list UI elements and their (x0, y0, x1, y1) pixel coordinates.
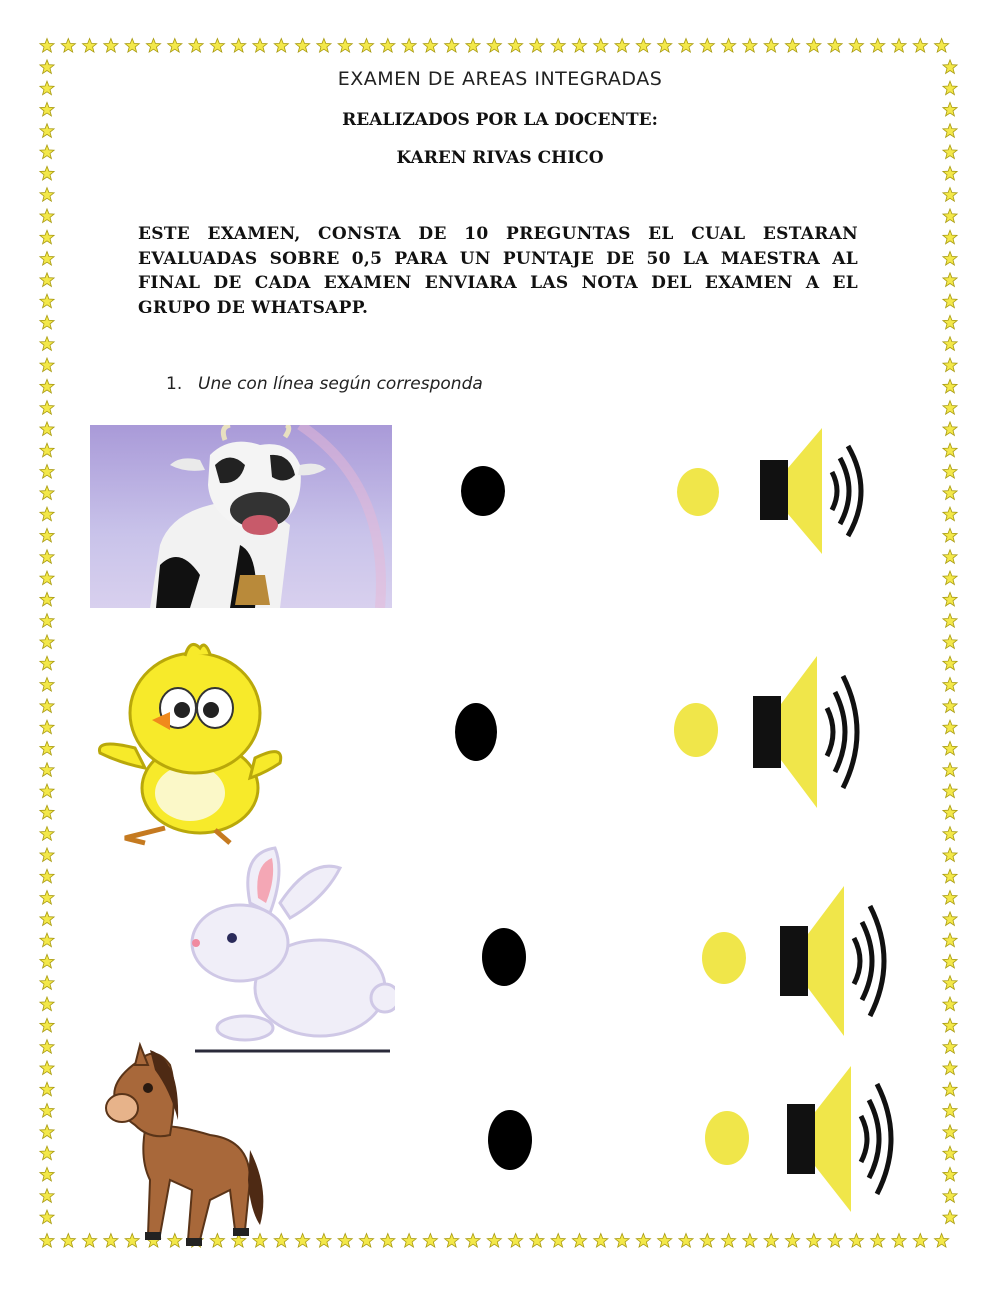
border-star (146, 39, 160, 53)
border-star (943, 997, 957, 1011)
border-star (338, 1234, 352, 1248)
border-star (943, 1040, 957, 1054)
border-star (943, 273, 957, 287)
border-star (530, 39, 544, 53)
rabbit-image (190, 843, 395, 1055)
border-star (40, 1146, 54, 1160)
border-star (764, 39, 778, 53)
border-star (445, 1234, 459, 1248)
border-star (40, 209, 54, 223)
border-star (892, 39, 906, 53)
border-star (943, 379, 957, 393)
border-star (317, 39, 331, 53)
border-star (40, 784, 54, 798)
match-dot-left[interactable] (482, 928, 526, 986)
border-star (61, 39, 75, 53)
horse-image (100, 1040, 270, 1250)
border-star (943, 528, 957, 542)
question-number: 1. (166, 374, 183, 394)
match-dot-left[interactable] (488, 1110, 532, 1170)
border-star (785, 39, 799, 53)
border-star (943, 571, 957, 585)
border-star (423, 1234, 437, 1248)
border-star (40, 273, 54, 287)
border-star (40, 933, 54, 947)
border-star (189, 39, 203, 53)
border-star (125, 39, 139, 53)
page-title: EXAMEN DE AREAS INTEGRADAS (337, 68, 663, 90)
border-star (943, 1018, 957, 1032)
border-star (943, 614, 957, 628)
border-star (40, 1125, 54, 1139)
border-star (274, 39, 288, 53)
border-star (40, 678, 54, 692)
border-star (40, 528, 54, 542)
border-star (40, 1210, 54, 1224)
border-star (40, 912, 54, 926)
border-star (40, 1189, 54, 1203)
border-star (40, 315, 54, 329)
border-star (764, 1234, 778, 1248)
speaker-icon[interactable] (787, 1066, 907, 1212)
border-star (381, 39, 395, 53)
border-star (943, 891, 957, 905)
match-dot-right[interactable] (674, 703, 718, 757)
border-star (807, 1234, 821, 1248)
border-star (943, 592, 957, 606)
border-star (943, 741, 957, 755)
border-star (338, 39, 352, 53)
border-star (594, 39, 608, 53)
border-star (943, 486, 957, 500)
teacher-label: REALIZADOS POR LA DOCENTE: (342, 110, 658, 130)
border-star (871, 39, 885, 53)
border-star (943, 443, 957, 457)
border-star (594, 1234, 608, 1248)
border-star (935, 39, 949, 53)
border-star (913, 1234, 927, 1248)
border-star (943, 635, 957, 649)
border-star (892, 1234, 906, 1248)
border-star (104, 39, 118, 53)
border-star (943, 699, 957, 713)
border-star (509, 1234, 523, 1248)
border-star (943, 252, 957, 266)
border-star (40, 294, 54, 308)
cow-image (90, 425, 392, 608)
border-star (943, 550, 957, 564)
border-star (943, 507, 957, 521)
border-star (40, 827, 54, 841)
teacher-name: KAREN RIVAS CHICO (396, 148, 604, 168)
border-star (40, 379, 54, 393)
border-star (40, 997, 54, 1011)
border-star (943, 933, 957, 947)
border-star (551, 39, 565, 53)
border-star (83, 1234, 97, 1248)
border-star (943, 656, 957, 670)
border-star (943, 805, 957, 819)
border-star (943, 166, 957, 180)
border-star (210, 39, 224, 53)
border-star (828, 39, 842, 53)
border-star (40, 614, 54, 628)
border-star (40, 741, 54, 755)
border-star (679, 39, 693, 53)
border-star (943, 848, 957, 862)
border-star (943, 1167, 957, 1181)
border-star (943, 1189, 957, 1203)
border-star (849, 39, 863, 53)
border-star (296, 39, 310, 53)
border-star (658, 39, 672, 53)
border-star (423, 39, 437, 53)
exam-instructions: ESTE EXAMEN, CONSTA DE 10 PREGUNTAS EL CUAL ESTARAN EVALUADAS SOBRE 0,5 PARA UN PUNTAJE DE 50 LA MAESTRA AL FINAL DE CADA EXAMEN ENVIARA LAS NOTA DEL EXAMEN A EL GRUPO DE WHATSAPP. (138, 224, 858, 318)
border-star (700, 39, 714, 53)
border-star (943, 1125, 957, 1139)
border-star (40, 976, 54, 990)
border-star (943, 1146, 957, 1160)
border-star (61, 1234, 75, 1248)
border-star (935, 1234, 949, 1248)
border-star (849, 1234, 863, 1248)
border-star (40, 805, 54, 819)
border-star (40, 486, 54, 500)
border-star (943, 465, 957, 479)
border-star (679, 1234, 693, 1248)
border-star (40, 1104, 54, 1118)
border-star (943, 209, 957, 223)
match-dot-right[interactable] (702, 932, 746, 984)
border-star (943, 294, 957, 308)
border-star (530, 1234, 544, 1248)
border-star (40, 230, 54, 244)
border-star (402, 39, 416, 53)
border-star (40, 848, 54, 862)
border-star (828, 1234, 842, 1248)
border-star (551, 1234, 565, 1248)
border-star (913, 39, 927, 53)
border-star (274, 1234, 288, 1248)
match-dot-left[interactable] (455, 703, 497, 761)
border-star (168, 39, 182, 53)
border-star (487, 39, 501, 53)
border-star (743, 1234, 757, 1248)
border-star (943, 230, 957, 244)
border-star (943, 954, 957, 968)
border-star (40, 571, 54, 585)
border-star (943, 358, 957, 372)
border-star (636, 1234, 650, 1248)
border-star (943, 720, 957, 734)
border-star (40, 869, 54, 883)
border-star (943, 869, 957, 883)
border-star (943, 763, 957, 777)
border-star (509, 39, 523, 53)
border-star (40, 401, 54, 415)
border-star (943, 1104, 957, 1118)
border-star (487, 1234, 501, 1248)
border-star (615, 39, 629, 53)
border-star (615, 1234, 629, 1248)
border-star (40, 1167, 54, 1181)
border-star (40, 1040, 54, 1054)
border-star (83, 39, 97, 53)
border-star (40, 763, 54, 777)
border-star (466, 39, 480, 53)
border-star (232, 39, 246, 53)
border-star (943, 1082, 957, 1096)
speaker-icon[interactable] (780, 886, 900, 1036)
speaker-icon[interactable] (753, 656, 873, 808)
border-star (40, 166, 54, 180)
question-1 (166, 374, 483, 394)
border-star (40, 720, 54, 734)
border-star (943, 1061, 957, 1075)
border-star (658, 1234, 672, 1248)
border-star (572, 1234, 586, 1248)
border-star (40, 592, 54, 606)
border-star (40, 443, 54, 457)
border-star (943, 337, 957, 351)
border-star (807, 39, 821, 53)
border-star (40, 1061, 54, 1075)
border-star (40, 358, 54, 372)
border-star (40, 656, 54, 670)
border-star (943, 422, 957, 436)
border-star (359, 39, 373, 53)
border-star (40, 699, 54, 713)
border-star (700, 1234, 714, 1248)
border-star (943, 188, 957, 202)
border-star (40, 188, 54, 202)
border-star (40, 1234, 54, 1248)
border-star (40, 337, 54, 351)
border-star (722, 39, 736, 53)
speaker-icon[interactable] (760, 428, 880, 554)
question-text: Une con línea según corresponda (198, 374, 483, 394)
border-star (722, 1234, 736, 1248)
border-star (40, 954, 54, 968)
border-star (943, 315, 957, 329)
border-star (40, 39, 54, 53)
border-star (359, 1234, 373, 1248)
match-dot-left[interactable] (461, 466, 505, 516)
border-star (40, 1018, 54, 1032)
border-star (466, 1234, 480, 1248)
border-star (40, 465, 54, 479)
border-star (402, 1234, 416, 1248)
border-star (40, 635, 54, 649)
border-star (445, 39, 459, 53)
border-star (40, 550, 54, 564)
border-star (572, 39, 586, 53)
border-star (943, 678, 957, 692)
border-star (785, 1234, 799, 1248)
border-star (943, 784, 957, 798)
border-star (743, 39, 757, 53)
match-dot-right[interactable] (677, 468, 719, 516)
border-star (40, 1082, 54, 1096)
border-star (943, 827, 957, 841)
border-star (943, 1210, 957, 1224)
border-star (40, 422, 54, 436)
border-star (871, 1234, 885, 1248)
border-star (40, 252, 54, 266)
match-dot-right[interactable] (705, 1111, 749, 1165)
border-star (253, 39, 267, 53)
border-star (636, 39, 650, 53)
border-star (40, 891, 54, 905)
border-star (40, 507, 54, 521)
border-star (943, 401, 957, 415)
chick-image (90, 638, 290, 848)
border-star (317, 1234, 331, 1248)
border-star (943, 976, 957, 990)
border-star (381, 1234, 395, 1248)
border-star (296, 1234, 310, 1248)
border-star (943, 912, 957, 926)
